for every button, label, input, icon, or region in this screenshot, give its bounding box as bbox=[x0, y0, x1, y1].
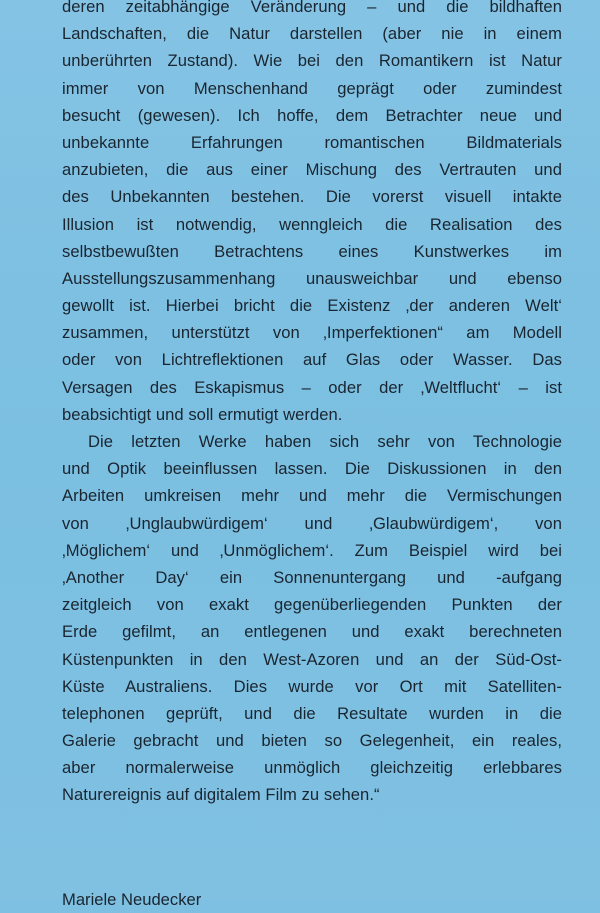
text-line: zeitgleich von exakt gegenüberliegenden Punkten der bbox=[62, 595, 562, 615]
body-text bbox=[62, 0, 562, 809]
text-line: besucht (gewesen). Ich hoffe, dem Betrachter neue und bbox=[62, 105, 562, 125]
text-line: oder von Lichtreflektionen auf Glas oder Wasser. Das bbox=[62, 350, 562, 370]
text-line: Küste Australiens. Dies wurde vor Ort mit Satelliten- bbox=[62, 676, 562, 696]
paragraph-start-line: Die letzten Werke haben sich sehr von Technologie bbox=[88, 432, 562, 451]
text-line: Versagen des Eskapismus – oder der ‚Weltflucht‘ – ist bbox=[62, 377, 562, 397]
paragraph-end-line: beabsichtigt und soll ermutigt werden. bbox=[62, 404, 343, 424]
text-line: Arbeiten umkreisen mehr und mehr die Vermischungen bbox=[62, 486, 562, 506]
text-line: deren zeitabhängige Veränderung – und die bildhaften bbox=[62, 0, 562, 16]
text-line: selbstbewußten Betrachtens eines Kunstwerkes im bbox=[62, 241, 562, 261]
text-line: ‚Möglichem‘ und ‚Unmöglichem‘. Zum Beispiel wird bei bbox=[62, 540, 562, 560]
text-line: zusammen, unterstützt von ‚Imperfektionen“ am Modell bbox=[62, 323, 562, 343]
text-line: Erde gefilmt, an entlegenen und exakt berechneten bbox=[62, 622, 562, 642]
text-line: Ausstellungszusammenhang unausweichbar und ebenso bbox=[62, 268, 562, 288]
text-line: aber normalerweise unmöglich gleichzeitig erlebbares bbox=[62, 758, 562, 778]
text-line: des Unbekannten bestehen. Die vorerst visuell intakte bbox=[62, 187, 562, 207]
text-line: von ‚Unglaubwürdigem‘ und ‚Glaubwürdigem‘, von bbox=[62, 513, 562, 533]
text-line: ‚Another Day‘ ein Sonnenuntergang und -aufgang bbox=[62, 567, 562, 587]
text-line: Landschaften, die Natur darstellen (aber nie in einem bbox=[62, 24, 562, 44]
text-line: unbekannte Erfahrungen romantischen Bildmaterials bbox=[62, 132, 562, 152]
text-line: und Optik beeinflussen lassen. Die Diskussionen in den bbox=[62, 459, 562, 479]
text-line: immer von Menschenhand geprägt oder zumindest bbox=[62, 78, 562, 98]
author-signature: Mariele Neudecker bbox=[62, 890, 202, 909]
text-line: gewollt ist. Hierbei bricht die Existenz ‚der anderen Welt‘ bbox=[62, 296, 562, 316]
text-line: Illusion ist notwendig, wenngleich die Realisation des bbox=[62, 214, 562, 234]
paragraph-end-line: Naturereignis auf digitalem Film zu sehen.“ bbox=[62, 785, 380, 805]
text-line: Galerie gebracht und bieten so Gelegenheit, ein reales, bbox=[62, 731, 562, 751]
text-line: Küstenpunkten in den West-Azoren und an der Süd-Ost- bbox=[62, 649, 562, 669]
text-line: unberührten Zustand). Wie bei den Romantikern ist Natur bbox=[62, 51, 562, 71]
text-line: telephonen geprüft, und die Resultate wurden in die bbox=[62, 703, 562, 723]
text-line: anzubieten, die aus einer Mischung des Vertrauten und bbox=[62, 160, 562, 180]
